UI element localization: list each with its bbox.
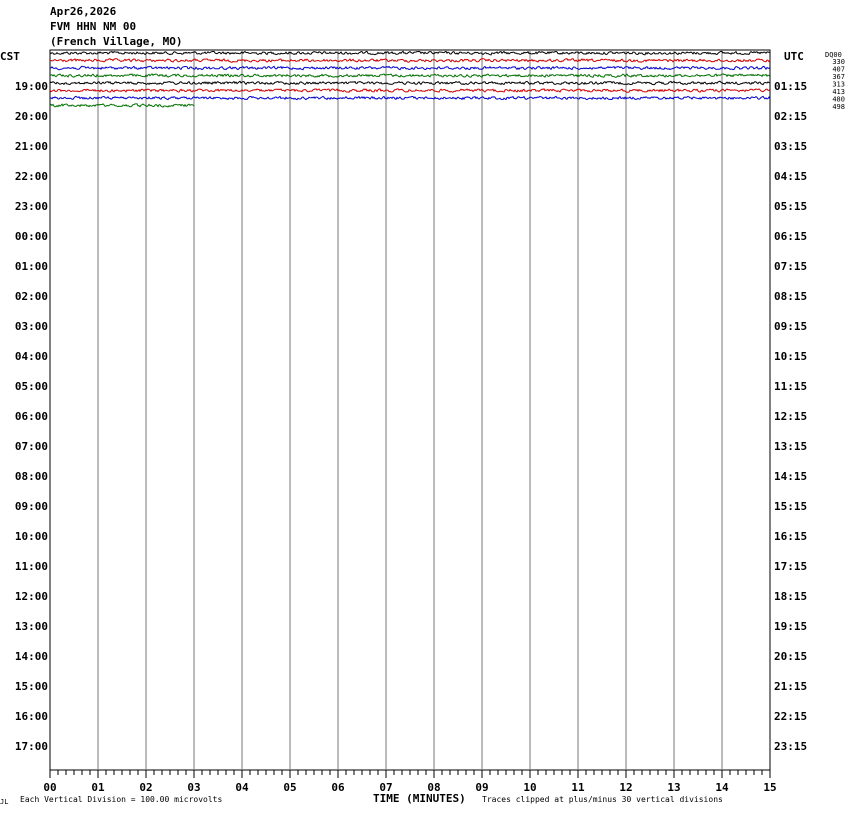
clip-note: Traces clipped at plus/minus 30 vertical divisions bbox=[482, 795, 723, 804]
right-hour-label: 18:15 bbox=[774, 590, 808, 603]
left-hour-label: 17:00 bbox=[14, 740, 48, 753]
minute-gridlines bbox=[98, 50, 722, 770]
x-tick-label: 12 bbox=[619, 781, 633, 794]
x-tick-label: 06 bbox=[331, 781, 345, 794]
dq-value: 367 bbox=[832, 73, 845, 81]
trace-line bbox=[50, 104, 194, 107]
trace-line bbox=[50, 74, 770, 78]
left-hour-label: 00:00 bbox=[14, 230, 48, 243]
left-hour-label: 21:00 bbox=[14, 140, 48, 153]
left-hour-label: 20:00 bbox=[14, 110, 48, 123]
station-label: FVM HHN NM 00 bbox=[50, 20, 137, 33]
x-tick-label: 01 bbox=[91, 781, 105, 794]
right-axis-label: UTC bbox=[784, 50, 804, 63]
date-label: Apr26,2026 bbox=[50, 5, 117, 18]
x-tick-label: 03 bbox=[187, 781, 201, 794]
left-hour-label: 10:00 bbox=[14, 530, 48, 543]
x-tick-label: 05 bbox=[283, 781, 297, 794]
left-hour-label: 12:00 bbox=[14, 590, 48, 603]
left-hour-label: 05:00 bbox=[14, 380, 48, 393]
x-axis-ticks bbox=[50, 770, 770, 778]
right-hour-label: 05:15 bbox=[774, 200, 808, 213]
right-hour-label: 08:15 bbox=[774, 290, 808, 303]
right-hour-label: 10:15 bbox=[774, 350, 808, 363]
right-hour-label: 11:15 bbox=[774, 380, 808, 393]
right-hour-label: 17:15 bbox=[774, 560, 808, 573]
right-hour-label: 03:15 bbox=[774, 140, 808, 153]
dq-header: DQ00 bbox=[825, 51, 842, 59]
trace-line bbox=[50, 81, 770, 85]
x-tick-label: 07 bbox=[379, 781, 393, 794]
x-tick-label: 02 bbox=[139, 781, 153, 794]
left-hour-label: 11:00 bbox=[14, 560, 48, 573]
dq-value: 313 bbox=[832, 80, 845, 89]
dq-value: 407 bbox=[832, 65, 845, 74]
right-hour-label: 14:15 bbox=[774, 470, 808, 483]
left-hour-label: 19:00 bbox=[14, 80, 48, 93]
x-tick-label: 04 bbox=[235, 781, 249, 794]
left-hour-label: 07:00 bbox=[14, 440, 48, 453]
x-tick-label: 13 bbox=[667, 781, 681, 794]
dq-value: 498 bbox=[832, 103, 845, 111]
right-hour-label: 12:15 bbox=[774, 410, 808, 423]
right-hour-label: 04:15 bbox=[774, 170, 808, 183]
left-hour-label: 08:00 bbox=[14, 470, 48, 483]
left-hour-label: 13:00 bbox=[14, 620, 48, 633]
plot-frame bbox=[50, 50, 770, 770]
dq-value: 413 bbox=[832, 88, 845, 96]
x-tick-label: 09 bbox=[475, 781, 489, 794]
scale-note: Each Vertical Division = 100.00 microvolts bbox=[20, 795, 223, 804]
right-hour-label: 19:15 bbox=[774, 620, 808, 633]
trace-line bbox=[50, 59, 770, 63]
dq-value: 330 bbox=[832, 58, 845, 66]
left-hour-label: 06:00 bbox=[14, 410, 48, 423]
left-hour-label: 02:00 bbox=[14, 290, 48, 303]
trace-line bbox=[50, 66, 770, 70]
x-tick-label: 11 bbox=[571, 781, 585, 794]
corner-mark: JL bbox=[0, 798, 9, 806]
left-hour-label: 03:00 bbox=[14, 320, 48, 333]
right-hour-label: 16:15 bbox=[774, 530, 808, 543]
trace-line bbox=[50, 51, 770, 55]
left-hour-label: 14:00 bbox=[14, 650, 48, 663]
left-hour-label: 09:00 bbox=[14, 500, 48, 513]
dq-values bbox=[832, 58, 845, 111]
right-hour-label: 21:15 bbox=[774, 680, 808, 693]
right-hour-label: 22:15 bbox=[774, 710, 808, 723]
x-tick-label: 08 bbox=[427, 781, 441, 794]
right-hour-label: 15:15 bbox=[774, 500, 808, 513]
x-tick-label: 15 bbox=[763, 781, 777, 794]
right-hour-label: 20:15 bbox=[774, 650, 808, 663]
location-label: (French Village, MO) bbox=[50, 35, 183, 48]
hour-labels bbox=[15, 80, 807, 753]
trace-line bbox=[50, 89, 770, 93]
right-hour-label: 02:15 bbox=[774, 110, 808, 123]
left-axis-label: CST bbox=[0, 50, 20, 63]
left-hour-label: 04:00 bbox=[14, 350, 48, 363]
right-hour-label: 07:15 bbox=[774, 260, 808, 273]
x-axis-title: TIME (MINUTES) bbox=[373, 792, 466, 805]
x-tick-label: 00 bbox=[43, 781, 57, 794]
left-hour-label: 23:00 bbox=[14, 200, 48, 213]
dq-value: 480 bbox=[832, 95, 845, 104]
right-hour-label: 13:15 bbox=[774, 440, 808, 453]
x-tick-label: 10 bbox=[523, 781, 537, 794]
left-hour-label: 16:00 bbox=[14, 710, 48, 723]
left-hour-label: 22:00 bbox=[14, 170, 48, 183]
left-hour-label: 15:00 bbox=[14, 680, 48, 693]
right-hour-label: 09:15 bbox=[774, 320, 808, 333]
trace-line bbox=[50, 96, 770, 99]
right-hour-label: 01:15 bbox=[774, 80, 808, 93]
right-hour-label: 06:15 bbox=[774, 230, 808, 243]
seismic-traces bbox=[50, 51, 770, 107]
left-hour-label: 01:00 bbox=[14, 260, 48, 273]
right-hour-label: 23:15 bbox=[774, 740, 808, 753]
x-tick-label: 14 bbox=[715, 781, 729, 794]
